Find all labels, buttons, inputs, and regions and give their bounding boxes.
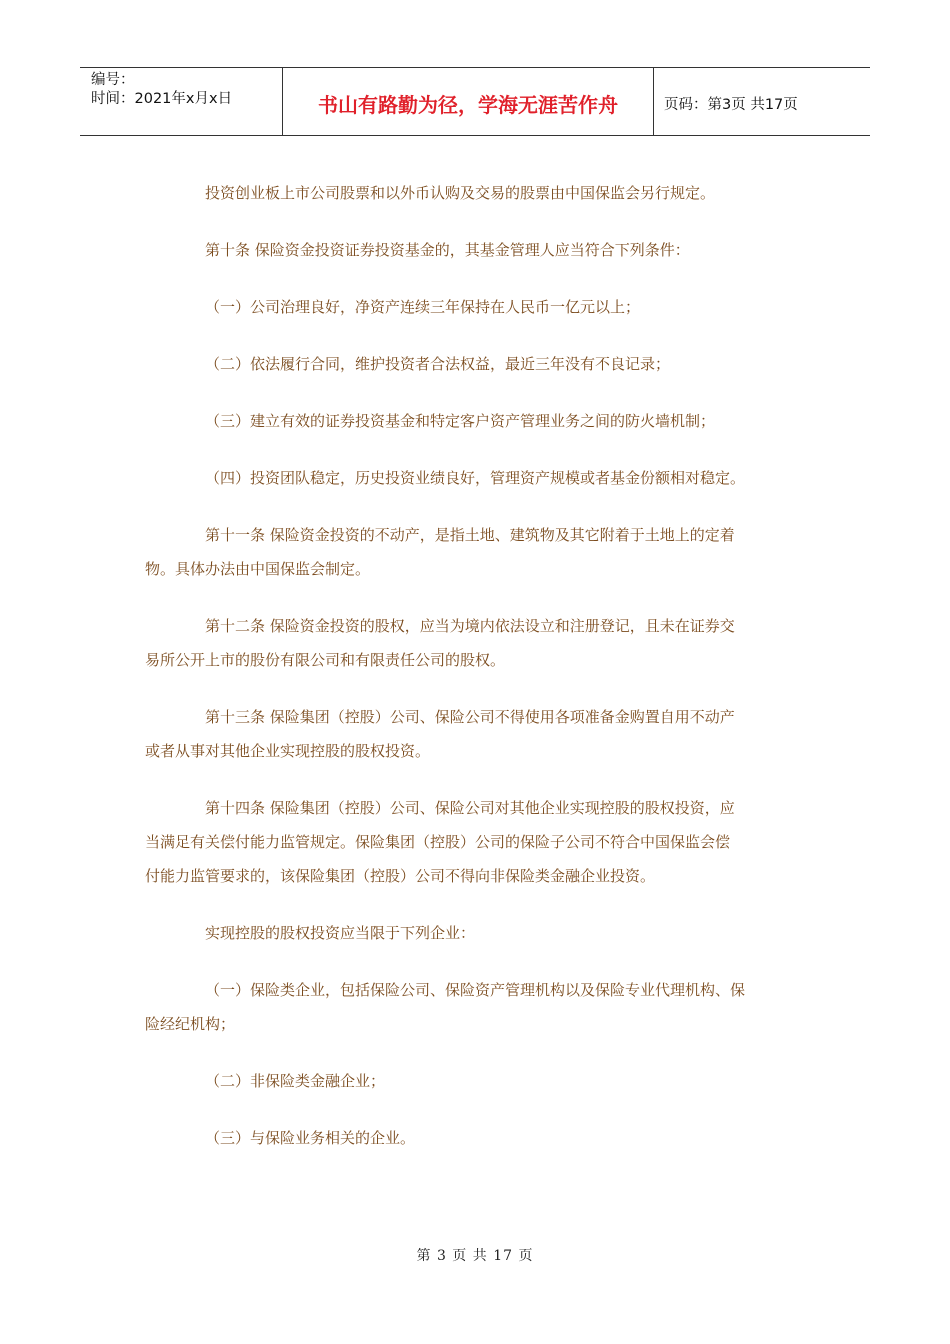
paragraph-line: （二）依法履行合同，维护投资者合法权益，最近三年没有不良记录； <box>205 355 671 373</box>
paragraph-line: 投资创业板上市公司股票和以外币认购及交易的股票由中国保监会另行规定。 <box>205 184 716 202</box>
paragraph <box>145 791 815 893</box>
paragraph-line: 实现控股的股权投资应当限于下列企业： <box>205 924 476 942</box>
paragraph-line: 第十四条 保险集团（控股）公司、保险公司对其他企业实现控股的股权投资，应 <box>205 799 735 817</box>
paragraph-line: （三）与保险业务相关的企业。 <box>205 1129 416 1147</box>
paragraph <box>145 233 815 267</box>
paragraph-line: 第十二条 保险资金投资的股权，应当为境内依法设立和注册登记，且未在证券交 <box>205 617 735 635</box>
document-body <box>145 176 815 1178</box>
paragraph <box>145 916 815 950</box>
paragraph-line: 物。具体办法由中国保监会制定。 <box>145 560 371 578</box>
paragraph <box>145 290 815 324</box>
time-label: 时间：2021年x月x日 <box>91 91 233 107</box>
paragraph-line: （四）投资团队稳定，历史投资业绩良好，管理资产规模或者基金份额相对稳定。 <box>205 469 746 487</box>
header-meta <box>80 68 282 135</box>
paragraph-line: （一）保险类企业，包括保险公司、保险资产管理机构以及保险专业代理机构、保 <box>205 981 746 999</box>
paragraph <box>145 404 815 438</box>
paragraph-line: （二）非保险类金融企业； <box>205 1072 386 1090</box>
paragraph <box>145 461 815 495</box>
paragraph-line: （三）建立有效的证券投资基金和特定客户资产管理业务之间的防火墙机制； <box>205 412 716 430</box>
paragraph <box>145 973 815 1041</box>
paragraph-line: 付能力监管要求的，该保险集团（控股）公司不得向非保险类金融企业投资。 <box>145 867 656 885</box>
paragraph-line: 或者从事对其他企业实现控股的股权投资。 <box>145 742 431 760</box>
header-page-code: 页码：第3页 共17页 <box>664 97 798 113</box>
paragraph-line: 第十条 保险资金投资证券投资基金的，其基金管理人应当符合下列条件： <box>205 241 690 259</box>
paragraph <box>145 1064 815 1098</box>
number-label: 编号： <box>91 72 135 88</box>
paragraph-line: 第十一条 保险资金投资的不动产，是指土地、建筑物及其它附着于土地上的定着 <box>205 526 735 544</box>
paragraph <box>145 700 815 768</box>
paragraph-line: 第十三条 保险集团（控股）公司、保险公司不得使用各项准备金购置自用不动产 <box>205 708 735 726</box>
paragraph <box>145 609 815 677</box>
page-footer: 第 3 页 共 17 页 <box>416 1248 534 1264</box>
header-motto: 书山有路勤为径，学海无涯苦作舟 <box>282 68 654 135</box>
paragraph-line: 当满足有关偿付能力监管规定。保险集团（控股）公司的保险子公司不符合中国保监会偿 <box>145 833 731 851</box>
paragraph <box>145 518 815 586</box>
paragraph-line: 易所公开上市的股份有限公司和有限责任公司的股权。 <box>145 651 506 669</box>
page-header <box>80 67 870 136</box>
paragraph <box>145 176 815 210</box>
paragraph-line: （一）公司治理良好，净资产连续三年保持在人民币一亿元以上； <box>205 298 641 316</box>
paragraph <box>145 347 815 381</box>
paragraph-line: 险经纪机构； <box>145 1015 236 1033</box>
paragraph <box>145 1121 815 1155</box>
